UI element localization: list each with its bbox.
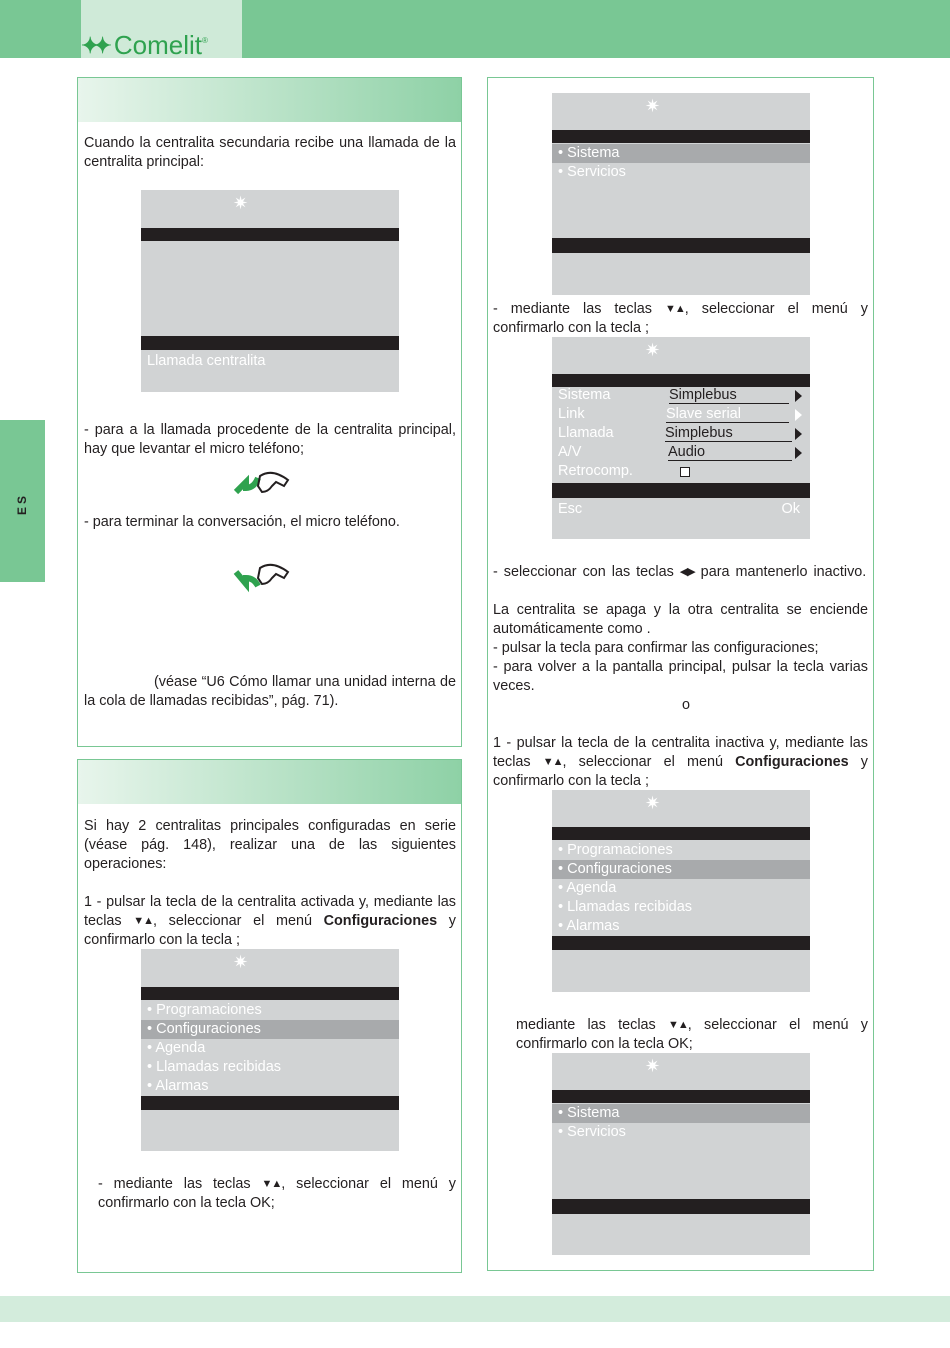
left2-step2-a: - mediante las teclas xyxy=(98,1176,262,1192)
menu-item-programaciones[interactable] xyxy=(147,1001,262,1020)
screen-bottom-bar xyxy=(552,483,810,498)
left2-step2-b: , seleccionar el menú y confirmarlo con la tecla OK; xyxy=(98,1176,456,1211)
left1-reference xyxy=(84,673,456,711)
menu-item-label: Configuraciones xyxy=(567,861,672,877)
setting-label-sistema: Sistema xyxy=(558,387,611,403)
right-p6-menu: Configuraciones xyxy=(735,754,849,770)
up-down-arrows-icon: ▼▲ xyxy=(133,915,154,927)
right-p1-a: - mediante las teclas xyxy=(493,301,665,317)
section-heading-bar-2 xyxy=(78,760,461,804)
setting-value-sistema[interactable]: Simplebus xyxy=(669,387,789,404)
display-star-icon: ✷ xyxy=(233,193,249,213)
left1-intro: Cuando la centralita secundaria recibe una llamada de la centralita principal: xyxy=(84,135,456,170)
menu-item-configuraciones[interactable] xyxy=(147,1020,261,1039)
menu-item-agenda[interactable] xyxy=(147,1039,205,1058)
bullet-icon: • xyxy=(147,1059,153,1075)
right-p2 xyxy=(493,563,868,582)
menu-item-label: Alarmas xyxy=(566,918,620,934)
comelit-mark-icon: ✦✦ xyxy=(81,32,106,58)
screen-bottom-bar xyxy=(141,1096,399,1110)
right-p4: - pulsar la tecla para confirmar las configuraciones; xyxy=(493,640,819,656)
screen-bottom-bar xyxy=(141,336,399,350)
setting-value-av[interactable]: Audio xyxy=(668,444,792,461)
bullet-icon: • xyxy=(558,164,564,180)
left2-intro: Si hay 2 centralitas principales configuradas en serie (véase pág. 148), realizar una de las siguientes operaciones: xyxy=(84,818,456,872)
setting-value-link[interactable]: Slave serial xyxy=(666,406,789,423)
left2-step1-d: y confirmarlo con la tecla ; xyxy=(84,913,456,948)
display-star-icon: ✷ xyxy=(233,952,249,972)
left1-answer: - para a la llamada procedente de la centralita principal, hay que levantar el micro teléfono; xyxy=(84,422,456,457)
setting-label-av: A/V xyxy=(558,444,582,460)
menu-item-label: Programaciones xyxy=(156,1002,262,1018)
menu-item-label: Llamadas recibidas xyxy=(156,1059,282,1075)
right-p6 xyxy=(493,734,868,791)
menu-item-agenda[interactable] xyxy=(558,879,616,898)
left1-hangup-text: - para terminar la conversación, el micro teléfono. xyxy=(84,514,400,530)
arrow-right-icon[interactable] xyxy=(795,409,802,421)
left2-step1-menu: Configuraciones xyxy=(323,913,438,929)
right-p7-b: , seleccionar el menú y confirmarlo con la tecla OK; xyxy=(516,1017,868,1052)
brand-logo xyxy=(81,0,242,58)
screen-top-bar xyxy=(552,130,810,143)
screen-main-menu-2 xyxy=(552,790,810,992)
retrocomp-checkbox[interactable] xyxy=(680,467,690,477)
display-star-icon: ✷ xyxy=(645,793,661,813)
bullet-icon: • xyxy=(558,842,564,858)
right-p7-a: mediante las teclas xyxy=(516,1017,668,1033)
menu-item-llamadas-recibidas[interactable] xyxy=(147,1058,281,1077)
left2-step1-a: 1 - pulsar la tecla de la centralita activada y, mediante las teclas xyxy=(84,894,456,929)
language-label: ES xyxy=(15,493,29,516)
bullet-icon: • xyxy=(558,880,564,896)
menu-item-servicios[interactable] xyxy=(558,1123,626,1142)
right-p6-d: y confirmarlo con la tecla ; xyxy=(493,754,868,789)
right-p7 xyxy=(516,1016,868,1054)
screen-bottom-bar xyxy=(552,936,810,950)
setting-value-llamada[interactable]: Simplebus xyxy=(665,425,792,442)
section-heading-bar xyxy=(78,78,461,122)
display-star-icon: ✷ xyxy=(645,96,661,116)
menu-item-sistema[interactable] xyxy=(558,1104,620,1123)
screen-top-bar xyxy=(141,987,399,1000)
screen-settings-menu-2 xyxy=(552,1053,810,1255)
left2-step1-b: , seleccionar el menú xyxy=(153,913,324,929)
right-section xyxy=(487,77,874,1271)
menu-item-configuraciones[interactable] xyxy=(558,860,672,879)
menu-item-label: Agenda xyxy=(566,880,617,896)
arrow-right-icon[interactable] xyxy=(795,447,802,459)
screen-main-menu xyxy=(141,949,399,1151)
screen-call-incoming xyxy=(141,190,399,392)
menu-item-label: Configuraciones xyxy=(156,1021,261,1037)
right-p5: - para volver a la pantalla principal, pulsar la tecla varias veces. xyxy=(493,659,868,694)
bullet-icon: • xyxy=(147,1002,153,1018)
up-down-arrows-icon: ▼▲ xyxy=(261,1178,282,1190)
bullet-icon: • xyxy=(558,861,564,877)
menu-item-label: Programaciones xyxy=(567,842,673,858)
menu-item-llamadas-recibidas[interactable] xyxy=(558,898,692,917)
screen-bottom-bar xyxy=(552,238,810,253)
right-p1-b: , seleccionar el menú y confirmarlo con la tecla ; xyxy=(493,301,868,336)
left1-answer-text xyxy=(84,421,456,459)
menu-item-label: Sistema xyxy=(567,1105,620,1121)
screen-top-bar xyxy=(141,228,399,241)
bullet-icon: • xyxy=(558,918,564,934)
arrow-right-icon[interactable] xyxy=(795,390,802,402)
menu-item-label: Alarmas xyxy=(155,1078,209,1094)
setting-label-retrocomp: Retrocomp. xyxy=(558,463,633,479)
bullet-icon: • xyxy=(147,1040,153,1056)
menu-item-label: Agenda xyxy=(155,1040,206,1056)
up-down-arrows-icon: ▼▲ xyxy=(665,303,685,315)
screen-top-bar xyxy=(552,827,810,840)
right-p6-a: 1 - pulsar la tecla de la centralita inactiva y, mediante las teclas xyxy=(493,735,868,770)
handset-hangup-icon xyxy=(232,562,294,602)
ok-softkey[interactable]: Ok xyxy=(781,501,800,517)
right-or: o xyxy=(682,697,691,713)
menu-item-alarmas[interactable] xyxy=(558,917,620,936)
left1-reference-text: (véase “U6 Cómo llamar una unidad interna de la cola de llamadas recibidas”, pág. 71). xyxy=(84,674,456,709)
left2-step1 xyxy=(84,893,456,950)
up-down-arrows-icon: ▼▲ xyxy=(542,756,563,768)
esc-softkey[interactable]: Esc xyxy=(558,501,583,517)
screen-system-settings xyxy=(552,337,810,539)
footer-bar xyxy=(0,1296,950,1322)
handset-pickup-icon xyxy=(232,470,294,510)
bullet-icon: • xyxy=(558,1105,564,1121)
up-down-arrows-icon: ▼▲ xyxy=(667,1019,688,1031)
bullet-icon: • xyxy=(147,1078,153,1094)
left-right-arrows-icon: ◀▶ xyxy=(679,566,695,578)
bullet-icon: • xyxy=(558,1124,564,1140)
bullet-icon: • xyxy=(147,1021,153,1037)
left2-step2 xyxy=(98,1175,456,1213)
bullet-icon: • xyxy=(558,899,564,915)
menu-item-label: Servicios xyxy=(567,1124,626,1140)
menu-item-programaciones[interactable] xyxy=(558,841,673,860)
menu-item-servicios[interactable] xyxy=(558,163,626,182)
menu-item-label: Sistema xyxy=(567,145,620,161)
screen-message: Llamada centralita xyxy=(147,353,266,369)
setting-label-llamada: Llamada xyxy=(558,425,614,441)
menu-item-label: Servicios xyxy=(567,164,626,180)
menu-item-alarmas[interactable] xyxy=(147,1077,209,1096)
display-star-icon: ✷ xyxy=(645,1056,661,1076)
arrow-right-icon[interactable] xyxy=(795,428,802,440)
setting-label-link: Link xyxy=(558,406,585,422)
right-p1 xyxy=(493,300,868,338)
screen-settings-menu xyxy=(552,93,810,295)
menu-item-label: Llamadas recibidas xyxy=(567,899,693,915)
menu-item-sistema[interactable] xyxy=(558,144,620,163)
right-p3: La centralita se apaga y la otra centralita se enciende automáticamente como . xyxy=(493,602,868,637)
left-section-2 xyxy=(77,759,462,1273)
right-p6-b: , seleccionar el menú xyxy=(562,754,736,770)
brand-name: Comelit xyxy=(113,30,203,60)
display-star-icon: ✷ xyxy=(645,340,661,360)
registered-mark: ® xyxy=(202,36,208,45)
screen-top-bar xyxy=(552,1090,810,1103)
right-p2-a: - seleccionar con las teclas xyxy=(493,564,680,580)
bullet-icon: • xyxy=(558,145,564,161)
left-section-1 xyxy=(77,77,462,747)
screen-bottom-bar xyxy=(552,1199,810,1214)
right-p2-b: para mantenerlo inactivo. xyxy=(694,564,867,580)
